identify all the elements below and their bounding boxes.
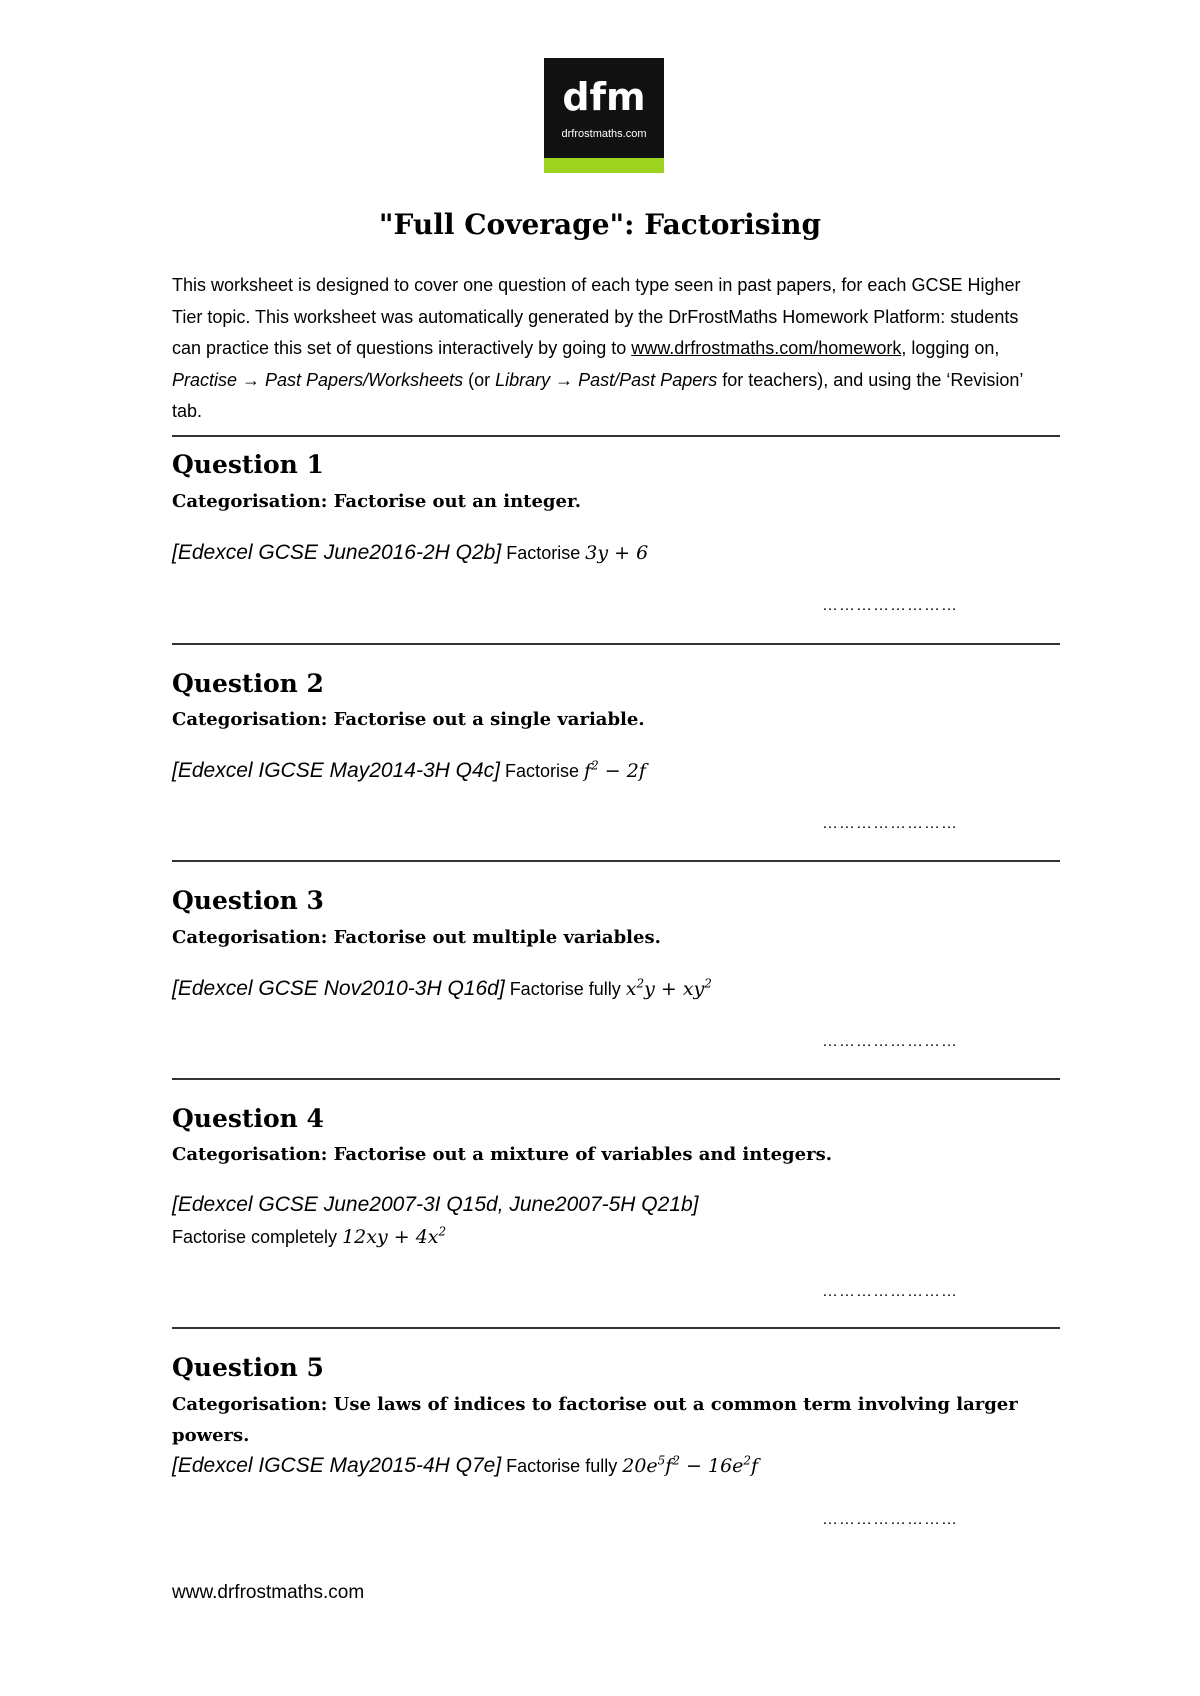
question-3-title: Question 3: [172, 886, 324, 915]
intro-paragraph: [172, 270, 1052, 428]
question-3-answer-space[interactable]: ……………………: [822, 1033, 958, 1050]
logo-mark: dfm: [562, 75, 646, 119]
question-4-ref-line: [172, 1190, 1052, 1220]
question-4-expression: $12xy + 4x^2$: [342, 1224, 447, 1248]
section-divider: [172, 1327, 1060, 1329]
question-2-title: Question 2: [172, 669, 324, 698]
logo-url: drfrostmaths.com: [561, 128, 647, 140]
intro-text-4: for teachers), and using the ‘Revision’ tab.: [172, 369, 1023, 421]
section-divider: [172, 860, 1060, 862]
logo-green-bar: [544, 158, 664, 173]
question-2-text: [172, 756, 1052, 786]
question-3-expression: $x^2y + xy^2$: [625, 976, 712, 1000]
question-1-expression: 3y + 6: [585, 542, 649, 564]
question-4-text: [172, 1222, 1052, 1252]
section-divider: [172, 643, 1060, 645]
question-3-prompt: Factorise fully: [509, 979, 621, 999]
question-1-text: [172, 538, 1052, 568]
intro-text-3: (or: [463, 369, 496, 390]
intro-nav-practise: Practise → Past Papers/Worksheets: [172, 369, 464, 390]
question-5-title: Question 5: [172, 1353, 324, 1382]
footer-url[interactable]: www.drfrostmaths.com: [172, 1582, 365, 1603]
question-3-category: Categorisation: Factorise out multiple variables.: [172, 927, 661, 948]
question-3-ref: [Edexcel GCSE Nov2010-3H Q16d]: [172, 977, 505, 1000]
question-4-category: Categorisation: Factorise out a mixture of variables and integers.: [172, 1144, 832, 1165]
section-divider: [172, 1078, 1060, 1080]
intro-text-2: , logging on,: [901, 338, 1000, 358]
question-5-expression: $20e^5f^2 - 16e^2f$: [622, 1453, 759, 1477]
question-2-category: Categorisation: Factorise out a single variable.: [172, 709, 645, 730]
question-5-category: Categorisation: Use laws of indices to factorise out a common term involving larger powers.: [172, 1394, 1018, 1446]
question-4-answer-space[interactable]: ……………………: [822, 1283, 958, 1300]
section-divider: [172, 435, 1060, 437]
intro-text-1: This worksheet is designed to cover one question of each type seen in past papers, for each GCSE Higher Tier topic. This worksheet was automatically generated by the DrFrostMaths Homework Platform: students can practice this set of questions interactively by going to: [172, 275, 1021, 358]
question-1-ref: [Edexcel GCSE June2016-2H Q2b]: [172, 541, 502, 564]
question-4-prompt: Factorise completely: [172, 1227, 338, 1247]
question-2-answer-space[interactable]: ……………………: [822, 815, 958, 832]
question-2-ref: [Edexcel IGCSE May2014-3H Q4c]: [172, 759, 500, 782]
question-1-prompt: Factorise: [506, 543, 581, 563]
question-3-text: [172, 974, 1052, 1004]
question-4-ref: [Edexcel GCSE June2007-3I Q15d, June2007-5H Q21b]: [172, 1193, 699, 1216]
homework-link[interactable]: www.drfrostmaths.com/homework: [631, 338, 902, 358]
question-5-ref: [Edexcel IGCSE May2015-4H Q7e]: [172, 1454, 502, 1477]
question-5-text: [172, 1451, 1052, 1481]
question-1-category: Categorisation: Factorise out an integer.: [172, 491, 582, 512]
question-5-answer-space[interactable]: ……………………: [822, 1511, 958, 1528]
question-5-prompt: Factorise fully: [506, 1456, 618, 1476]
question-4-title: Question 4: [172, 1104, 324, 1133]
question-2-expression: $f^2 - 2f$: [584, 758, 646, 782]
worksheet-title: "Full Coverage": Factorising: [378, 208, 822, 241]
dfm-logo: [544, 58, 664, 173]
question-1-answer-space[interactable]: ……………………: [822, 597, 958, 614]
intro-nav-library: Library → Past/Past Papers: [495, 369, 718, 390]
question-1-title: Question 1: [172, 450, 324, 479]
question-2-prompt: Factorise: [505, 761, 580, 781]
